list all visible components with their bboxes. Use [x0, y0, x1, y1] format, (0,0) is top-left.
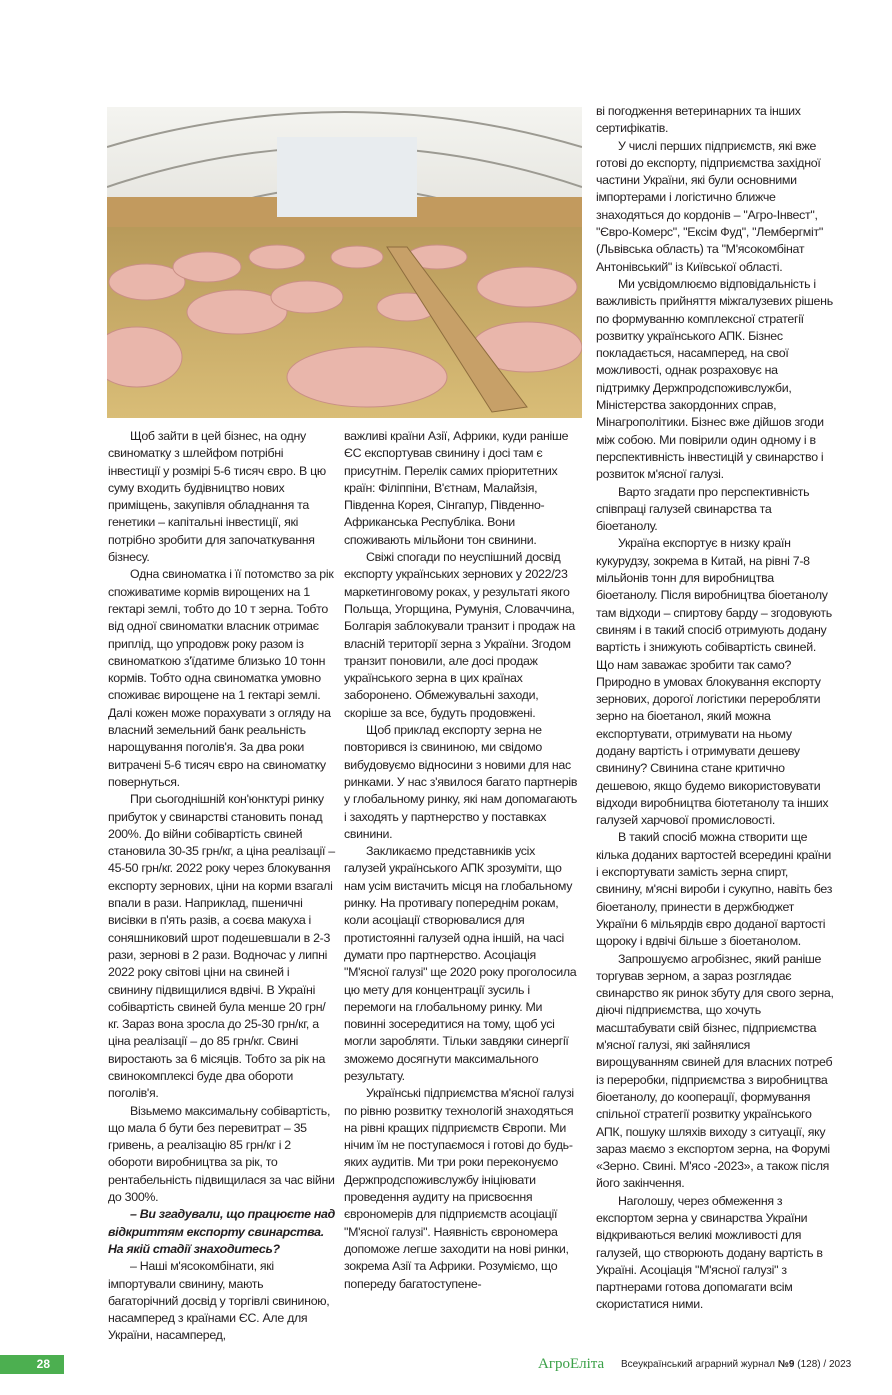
paragraph: Одна свиноматка і її потомство за рік споживатиме кормів вирощених на 1 гектарі землі, тобто до 10 т зерна. Тобто від одної свиноматки власник отримає приплід, що упродовж року разом із свиноматкою з'їдатиме близько 10 тонн кормів. Тобто одна свиноматка умовно споживає вирощене на 1 гектарі землі. Далі кожен може порахувати з огляду на власний земельний банк реальність нарощування поголів'я. За два роки витрачені 5-6 тисяч євро на свиноматку повернуться. [108, 567, 334, 789]
paragraph: У числі перших підприємств, які вже готові до експорту, підприємства західної частини України, які були основними імпортерами і логістично ближче знаходяться до кордонів – "Агро-Інвест", "Євро-Комерс", "Ексім Фуд", "Лембергміт" (Львівська область) та "М'ясокомбінат Антонівський" із Київської області. [596, 138, 823, 274]
pig-barn-photo [107, 107, 582, 418]
paragraph: – Наші м'ясокомбінати, які імпортували свинину, мають багаторічний досвід у торгівлі свининою, насамперед з країнами ЄС. Але для України, насамперед, [108, 1259, 330, 1343]
magazine-logo [538, 1356, 604, 1373]
journal-name: Всеукраїнський аграрний журнал [621, 1359, 778, 1370]
paragraph: Україна експортує в низку країн кукурудзу, зокрема в Китай, на рівні 7-8 мільйонів тонн для виробництва біоетанолу. Після виробництва біоетанолу там відходи – спиртову барду – згодовують свиням і в такий спосіб отримують додану вартість і знижують собівартість свиней. Що нам заважає зробити так само? Природно в умовах блокування експорту зернових, дорогої логістики переробляти зерно на біоетанол, який можна експортувати, отримувати на ньому додану вартість і отримувати дешеву свинину? Свинина стане критично дешевою, якщо будемо використовувати відходи виробництва біотетанолу та інших галузей харчової промисловості. [596, 536, 832, 828]
issue-total: (128) / 2023 [794, 1359, 852, 1370]
paragraph: Ми усвідомлюємо відповідальність і важливість прийняття міжгалузевих рішень по формуванню комплексної стратегії розвитку українського АПК. Бізнес покладається, насамперед, на свої можливості, однак розраховує на підтримку Держпродспоживслужби, Міністерства закордонних справ, Мінагрополітики. Бізнес вже дійшов згоди між собою. Ми повірили один одному і в перспективність інвестицій у свинарство і розвиток м'ясної галузі. [596, 276, 833, 482]
paragraph: При сьогоднішній кон'юнктурі ринку прибуток у свинарстві становить понад 200%. До війни собівартість свиней становила 30-35 грн/кг, а ціна реалізації – 45-50 грн/кг. 2022 року через блокування експорту зернових, ціни на корми взагалі впали в рази. Наприклад, пшеничні висівки в п'ять разів, а соєва макуха і соняшниковий шрот подешевшали в 2-3 рази, зернові в 2 рази. Водночас у липні 2022 року світові ціни на свиней і свинину підвищилися вдвічі. В Україні собівартість свиней була менше 20 грн/кг. Зараз вона зросла до 25-30 грн/кг, а ціна реалізації – до 85 грн/кг. Свині виростають за 6 місяців. Тобто за рік на свинокомплексі буде два обороти поголів'я. [108, 792, 335, 1101]
paragraph: Запрошуємо агробізнес, який раніше торгував зерном, а зараз розглядає свинарство як ринок збуту для свого зерна, діючі підприємства, що хочуть масштабувати свій бізнес, підприємства м'ясної галузі, які зайнялися вирощуванням свиней для власних потреб із переробки, підприємства з виробництва біоетанолу, до кооперації, формування спільної стратегії розвитку українського АПК, пошуку шляхів виходу з ситуації, яку зараз маємо з експортом зерна, на Форумі «Зерно. Свині. М'ясо -2023», а також після його закінчення. [596, 951, 834, 1191]
paragraph: Закликаємо представників усіх галузей українського АПК зрозуміти, що нам усім вистачить місця на глобальному ринку. На противагу попереднім рокам, коли асоціації створювалися для протистоянні галузей одна іншій, на часі думати про партнерство. Асоціація "М'ясної галузі" ще 2020 року проголосила цю мету для концентрації зусиль і перемоги на глобальному ринку. Ми повинні зосередитися на тому, щоб усі могли заробляти. Тільки завдяки синергії зможемо досягнути максимального результату. [344, 844, 577, 1083]
interview-question: – Ви згадували, що працюєте над відкриттям експорту свинарства. На якій стадії знаходитесь? [108, 1207, 335, 1256]
issue-number: №9 [777, 1359, 795, 1370]
paragraph: Варто згадати про перспективність співпраці галузей свинарства та біоетанолу. [596, 484, 810, 534]
paragraph: Візьмемо максимальну собівартість, що мала б бути без перевитрат – 35 гривень, а реалізацію 85 грн/кг і 2 обороти виробництва за рік, то рентабельність підвищилася за час війни до 300%. [108, 1103, 335, 1205]
paragraph: Українські підприємства м'ясної галузі по рівню розвитку технологій знаходяться на рівні кращих підприємств Європи. Ми нічим їм не поступаємося і готові до будь-яких аудитів. Ми три роки переконуємо Держпродспоживслужбу ініціювати проведення аудиту на присвоєння єврономерів для підприємств асоціації "М'ясної галузі". Наявність єврономера допоможе легше заходити на нові ринки, зокрема Азії та Африки. Розуміємо, що попереду багатоступене- [344, 1086, 574, 1291]
paragraph: Щоб зайти в цей бізнес, на одну свиноматку з шлейфом потрібні інвестиції у розмірі 5-6 тисяч євро. В цю суму входить будівництво нових приміщень, закупівля обладнання та генетики – капітальні інвестиції, які потрібно зробити для започаткування бізнесу. [108, 429, 326, 565]
photo-illustration [107, 107, 582, 418]
article-column-2 [344, 428, 578, 1293]
paragraph: В такий спосіб можна створити ще кілька доданих вартостей всередині країни і експортувати замість зерна спирт, свинину, м'ясні вироби і сукупно, навіть без біоетанолу, принести в держбюджет України 6 мільярдів євро доданої вартості щороку і вдвічі більше з біоетанолом. [596, 830, 833, 949]
paragraph: Свіжі спогади по неуспішний досвід експорту українських зернових у 2022/23 маркетинговому роках, у результаті якого Польща, Угорщина, Румунія, Словаччина, Болгарія заблокували транзит і продаж на власній території зерна з України. Згодом транзит поновили, але досі продаж українського зерна в цих країнах заборонено. Обмежувальні заходи, скоріше за все, будуть продовжені. [344, 550, 575, 720]
paragraph: Щоб приклад експорту зерна не повторився із свининою, ми свідомо вибудовуємо відносини з новими для нас ринками. У нас з'явилося багато партнерів у глобальному ринку, які нам допомагають і заходять у партнерство у поставках свинини. [344, 723, 578, 841]
journal-issue-info [621, 1359, 851, 1370]
page-number: 28 [0, 1355, 64, 1374]
page-footer [0, 1355, 892, 1379]
logo-text: АгроЕліта [538, 1356, 605, 1372]
article-column-1 [108, 428, 336, 1345]
paragraph: важливі країни Азії, Африки, куди раніше ЄС експортував свинину і досі там є присутнім. Перелік самих пріоритетних країн: Філіппіни, В'єтнам, Малайзія, Південна Корея, Сінгапур, Південно-Африканська Республіка. Вони споживають мільйони тон свинини. [344, 429, 569, 547]
paragraph: Наголошу, через обмеження з експортом зерна у свинарства України відкриваються великі можливості для галузей, що створюють додану вартість в Україні. Асоціація "М'ясної галузі" з партнерами готова допомагати всім скористатися ними. [596, 1193, 823, 1312]
article-column-3 [596, 103, 834, 1314]
paragraph: ві погодження ветеринарних та інших сертифікатів. [596, 104, 801, 136]
